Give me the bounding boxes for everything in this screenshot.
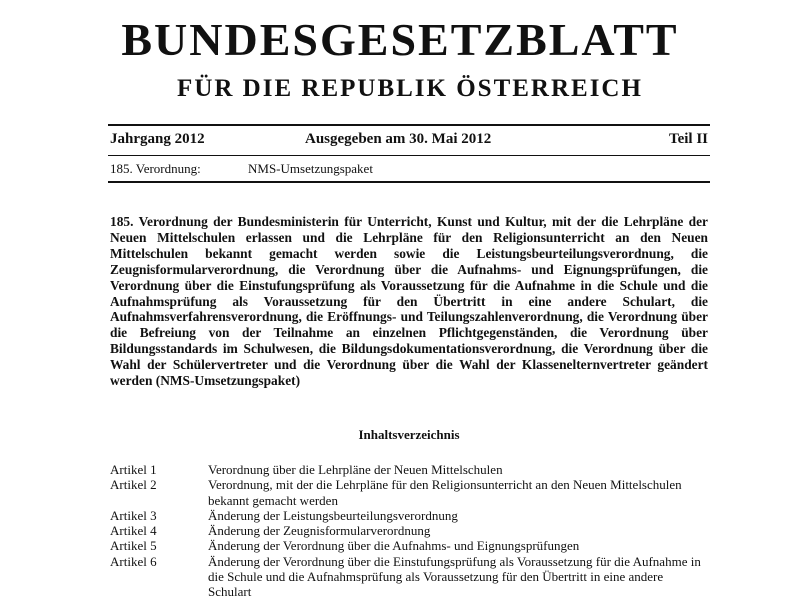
toc-row <box>110 538 708 553</box>
decree-name: NMS-Umsetzungspaket <box>248 161 373 176</box>
gazette-subtitle: FÜR DIE REPUBLIK ÖSTERREICH <box>177 75 643 102</box>
issue-date: Ausgegeben am 30. Mai 2012 <box>305 131 492 147</box>
toc-article: Artikel 4 <box>110 523 157 539</box>
toc-article: Artikel 6 <box>110 553 157 569</box>
toc-article: Artikel 3 <box>110 507 157 523</box>
toc-description: Verordnung, mit der die Lehrpläne für den Religionsunterricht an den Neuen Mittelschulen bekannt gemacht werden <box>208 477 682 508</box>
decree-intro-paragraph: 185. Verordnung der Bundesministerin für Unterricht, Kunst und Kultur, mit der die Lehrpläne der Neuen Mittelschulen erlassen und die Lehrpläne für den Religionsunterricht an den Neuen Mittelschulen bekannt gemacht werden sowie die Leistungsbeurteilungsverordnung, die Zeugnisformularverordnung, die Verordnung über die Aufnahms- und Eignungsprüfungen, die Verordnung über die Einstufungsprüfung als Voraussetzung für die Aufnahme in die Schule und die Aufnahmsprüfung als Voraussetzung für den Übertritt in eine andere Schulart, die Aufnahmsverfahrensverordnung, die Eröffnungs- und Teilungszahlenverordnung, die Verordnung über die Befreiung von der Teilnahme an einzelnen Pflichtgegenständen, die Verordnung über Bildungsstandards im Schulwesen, die Bildungsdokumentationsverordnung, die Verordnung über die Wahl der Schülervertreter und die Verordnung über die Wahl der Klassenelternvertreter geändert werden (NMS-Umsetzungspaket) <box>110 214 708 389</box>
toc-article: Artikel 1 <box>110 462 157 477</box>
toc-description: Verordnung über die Lehrpläne der Neuen Mittelschulen <box>208 462 503 477</box>
issue-year: Jahrgang 2012 <box>110 131 205 147</box>
toc-heading: Inhaltsverzeichnis <box>358 427 460 442</box>
toc-row <box>110 477 708 508</box>
middle-rule <box>108 155 710 156</box>
toc-description: Änderung der Verordnung über die Einstufungsprüfung als Voraussetzung für die Aufnahme in die Schule und die Aufnahmsprüfung als Voraussetzung für den Übertritt in eine andere Schulart <box>208 553 701 600</box>
toc-description: Änderung der Zeugnisformularverordnung <box>208 523 431 539</box>
toc-description: Änderung der Verordnung über die Aufnahms- und Eignungsprüfungen <box>208 538 580 554</box>
toc-article: Artikel 5 <box>110 538 157 554</box>
toc-row <box>110 462 708 477</box>
bottom-rule <box>108 181 710 183</box>
table-of-contents <box>110 462 708 600</box>
toc-row <box>110 508 708 523</box>
gazette-title: BUNDESGESETZBLATT <box>121 14 679 65</box>
top-rule <box>108 124 710 126</box>
toc-row <box>110 554 708 600</box>
toc-row <box>110 523 708 538</box>
issue-part: Teil II <box>668 131 708 147</box>
toc-description: Änderung der Leistungsbeurteilungsverordnung <box>208 507 458 523</box>
toc-article: Artikel 2 <box>110 477 157 493</box>
decree-number: 185. Verordnung: <box>110 161 201 176</box>
